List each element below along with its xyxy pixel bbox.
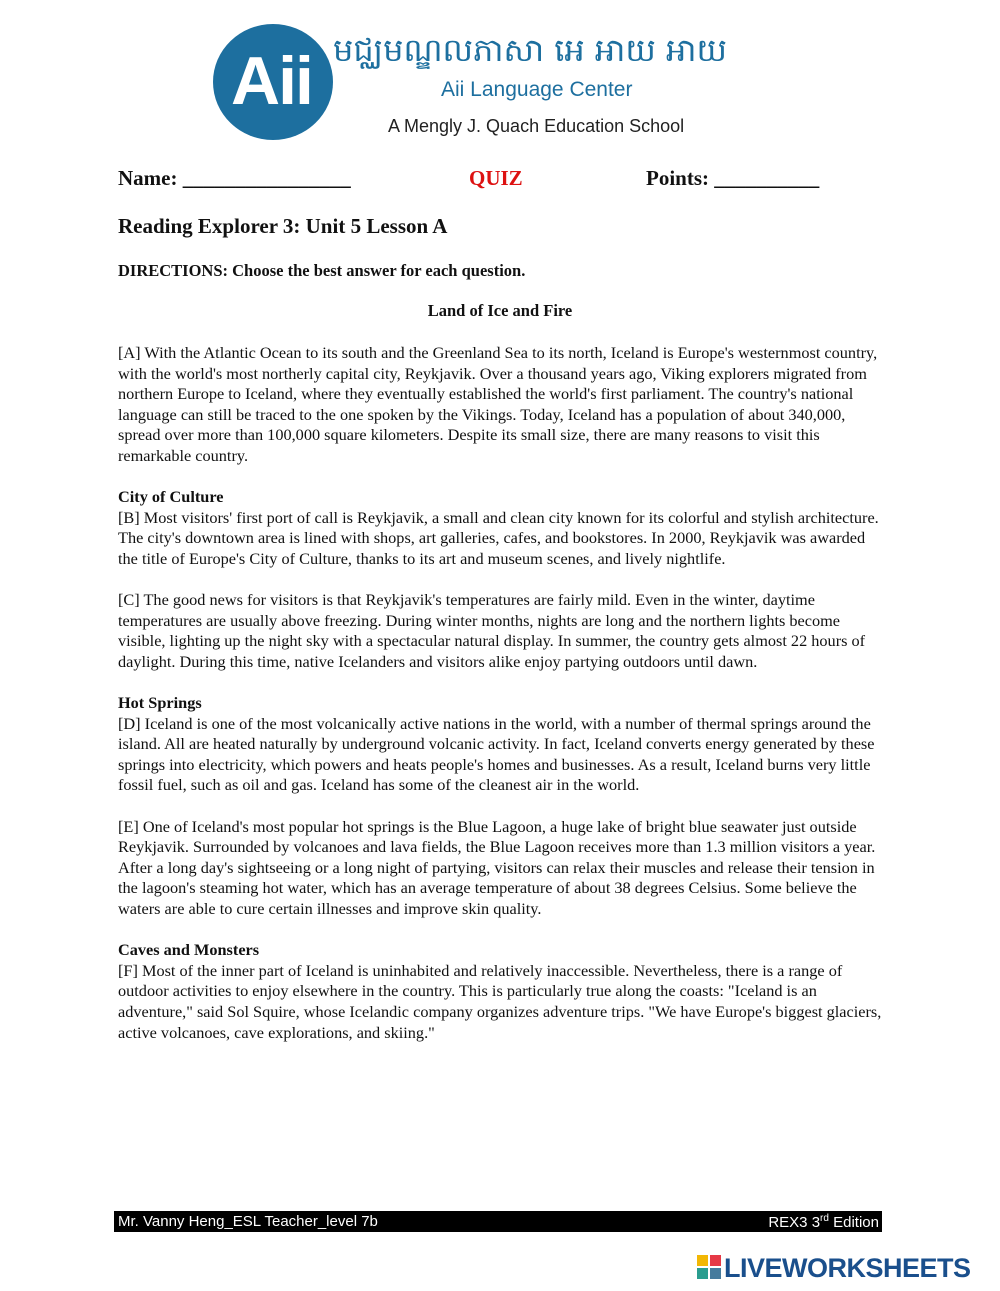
- page-title: Reading Explorer 3: Unit 5 Lesson A: [118, 214, 448, 238]
- footer-bar: [114, 1211, 882, 1232]
- name-field: Name: ________________: [118, 166, 351, 190]
- khmer-center-name: មជ្ឈមណ្ឌលភាសា អេ អាយ អាយ: [333, 31, 727, 69]
- paragraph-b: [B] Most visitors' first port of call is Reykjavik, a small and clean city known for its colorful and stylish architecture. The city's downtown area is lined with shops, art galleries, cafes, and bookstores. In 2000, Reykjavik was awarded the title of Europe's City of Culture, thanks to its art and museum scenes, and lively nightlife.: [118, 507, 879, 568]
- points-field: Points: __________: [646, 166, 820, 190]
- watermark-text: LIVEWORKSHEETS: [724, 1253, 971, 1283]
- logo-text: Aii: [231, 43, 312, 119]
- liveworksheets-icon: [697, 1255, 721, 1279]
- heading-caves-and-monsters: Caves and Monsters: [118, 940, 260, 960]
- heading-city-of-culture: City of Culture: [118, 487, 224, 507]
- directions: DIRECTIONS: Choose the best answer for each question.: [118, 261, 526, 280]
- paragraph-c: [C] The good news for visitors is that Reykjavik's temperatures are fairly mild. Even in the winter, daytime temperatures are usually above freezing. During winter months, nights are long and the northern lights become visible, lighting up the night sky with a spectacular natural display. In summer, the country gets almost 22 hours of daylight. During this time, native Icelanders and visitors alike enjoy partying outdoors until dawn.: [118, 590, 866, 671]
- center-name: Aii Language Center: [441, 78, 633, 101]
- story-title: Land of Ice and Fire: [427, 301, 573, 320]
- logo-badge: [213, 24, 333, 140]
- paragraph-f: [F] Most of the inner part of Iceland is uninhabited and relatively inaccessible. Nevertheless, there is a range of outdoor activities to enjoy elsewhere in the country. This is particularly true along the coasts: "Iceland is an adventure," said Sol Squire, whose Icelandic company organizes adventure trips. "We have Europe's biggest glaciers, active volcanoes, cave explorations, and skiing.": [118, 960, 882, 1042]
- footer-teacher: Mr. Vanny Heng_ESL Teacher_level 7b: [118, 1213, 378, 1230]
- footer-edition: REX3 3rd Edition: [768, 1213, 879, 1231]
- quiz-label: QUIZ: [469, 166, 523, 190]
- heading-hot-springs: Hot Springs: [118, 693, 202, 713]
- school-name: A Mengly J. Quach Education School: [388, 116, 685, 136]
- paragraph-d: [D] Iceland is one of the most volcanically active nations in the world, with a number of thermal springs around the island. All are heated naturally by underground volcanic activity. In fact, Iceland converts energy generated by these springs into electricity, which powers and heats people's homes and businesses. As a result, Iceland burns very little fossil fuel, such as oil and gas. Iceland has some of the cleanest air in the world.: [118, 713, 875, 795]
- paragraph-a: [A] With the Atlantic Ocean to its south and the Greenland Sea to its north, Iceland is Europe's westernmost country, with the world's most northerly capital city, Reykjavik. Over a thousand years ago, Viking explorers migrated from northern Europe to Iceland, where they eventually established the world's first parliament. The country's national language can still be traced to the one spoken by the Vikings. Today, Iceland has a population of about 340,000, spread over more than 100,000 square kilometers. Despite its small size, there are many reasons to visit this remarkable country.: [118, 343, 878, 465]
- paragraph-e: [E] One of Iceland's most popular hot springs is the Blue Lagoon, a huge lake of bright blue seawater just outside Reykjavik. Surrounded by volcanoes and lava fields, the Blue Lagoon receives more than 1.3 million visitors a year. After a long day's sightseeing or a long night of partying, visitors can relax their muscles and release their tension in the lagoon's steaming hot water, which has an average temperature of about 38 degrees Celsius. Some believe the waters are able to cure certain illnesses and improve skin quality.: [118, 816, 876, 919]
- reading-passage: [118, 343, 884, 1064]
